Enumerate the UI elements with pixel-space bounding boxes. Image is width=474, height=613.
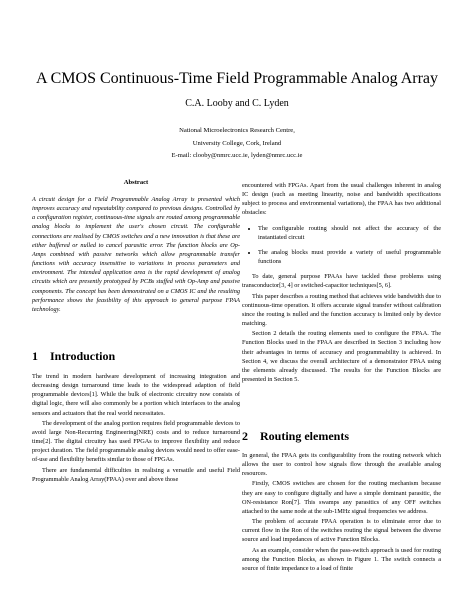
paragraph: Firstly, CMOS switches are chosen for the routing mechanism because they are easy to configure digitally and have a simple dominant parasitic, the ON-resistance Ron[7]. This swamps any parasitics of any OFF switches attached to the same node at the sub-1MHz signal frequencies we address.	[242, 480, 441, 515]
section-number: 2	[242, 429, 248, 443]
section-body	[242, 451, 441, 574]
paragraph: The problem of accurate FPAA operation is to eliminate error due to current flow in the Ron of the switches routing the signal between the diverse source and load impedances of active Function Blocks.	[242, 518, 441, 544]
section-heading	[242, 429, 349, 444]
section-heading	[32, 349, 115, 364]
section-title: Routing elements	[260, 429, 349, 443]
affiliation-line: University College, Cork, Ireland	[192, 140, 282, 147]
paragraph: Section 2 details the routing elements used to configure the FPAA. The Function Blocks used in the FPAA are described in Section 3 including how their advantages in terms of accuracy and programmability is achieved. In Section 4, we discuss the overall architecture of a demonstrator FPAA using the elements already discussed. The results for the Function Blocks are presented in Section 5.	[242, 330, 441, 383]
abstract-text: A circuit design for a Field Programmable Analog Array is presented which improves accuracy and repeatability compared to previous designs. Controlled by a configuration register, continuous-time signals are routed among programmable analog blocks to implement the user's chosen circuit. The configurable connections are realised by CMOS switches and a new innovation is that these are either buffered or nulled to cancel parasitic error. The function blocks are Op-Amps combined with passive networks which allow programmable transfer functions with accuracy insensitive to variations in process parameters and environment. The intended application area is the rapid development of analog circuits which are presently prototyped by PCBs stuffed with Op-Amp and passive components. The concept has been demonstrated on a CMOS IC and the resulting performance shows the feasibility of this approach to general purpose FPAA technology.	[32, 196, 240, 313]
section-body	[32, 372, 240, 485]
list-item: • The analog blocks must provide a variety of useful programmable functions	[258, 248, 441, 266]
list-item: • The configurable routing should not affect the accuracy of the instantiated circuit	[258, 224, 441, 242]
paragraph: There are fundamental difficulties in realising a versatile and useful Field Programmable Analog Array(FPAA) over and above those	[32, 466, 240, 483]
paragraph: The development of the analog portion requires field programmable devices to avoid large Non-Recurring Engineering(NRE) costs and to reduce turnaround time[2]. The digital circuitry has used FPGAs to improve flexibility and reduce project duration. The field programmable analog devices would need to offer ease-of-use and flexibility benefits similar to those of FPGAs.	[32, 419, 240, 464]
paragraph: The trend in modern hardware development of increasing integration and decreasing design turnaround time leads to the widespread adaption of field programmable devices[1]. While the bulk of electronic circuitry now consists of digital logic, there will also commonly be a portion which interfaces to the analog sensors and actuators that the real world necessitates.	[32, 373, 240, 417]
paper-authors: C.A. Looby and C. Lyden	[185, 98, 289, 109]
abstract-heading: Abstract	[123, 179, 149, 186]
paper-title: A CMOS Continuous-Time Field Programmable Analog Array	[35, 70, 439, 87]
section-number: 1	[32, 349, 38, 363]
paragraph: encountered with FPGAs. Apart from the usual challenges inherent in analog IC design (such as meeting linearity, noise and bandwidth specifications subject to process and environmental variations), the FPAA has two additional obstacles:	[242, 182, 441, 217]
bullet-list	[242, 224, 441, 267]
email-line: E-mail: clooby@nmrc.ucc.ie, lyden@nmrc.ucc.ie	[171, 152, 303, 159]
paragraph: In general, the FPAA gets its configurability from the routing network which allows the user to control how signals flow through the available analog resources.	[242, 452, 441, 478]
paragraph: To date, general purpose FPAAs have tackled these problems using transconductor[3, 4] or switched-capacitor techniques[5, 6].	[242, 273, 441, 290]
section-title: Introduction	[50, 349, 116, 363]
affiliation-line: National Microelectronics Research Centre,	[179, 127, 295, 134]
paragraph: This paper describes a routing method that achieves wide bandwidth due to continuous-time operation. It offers accurate signal transfer without calibration since the routing is nulled and the function accuracy is limited only by device matching.	[242, 292, 441, 328]
paragraph: As an example, consider when the pass-switch approach is used for routing among the Function Blocks, as shown in Figure 1. The switch connects a source of finite impedance to a load of finite	[242, 546, 441, 572]
right-column-body	[242, 181, 441, 385]
